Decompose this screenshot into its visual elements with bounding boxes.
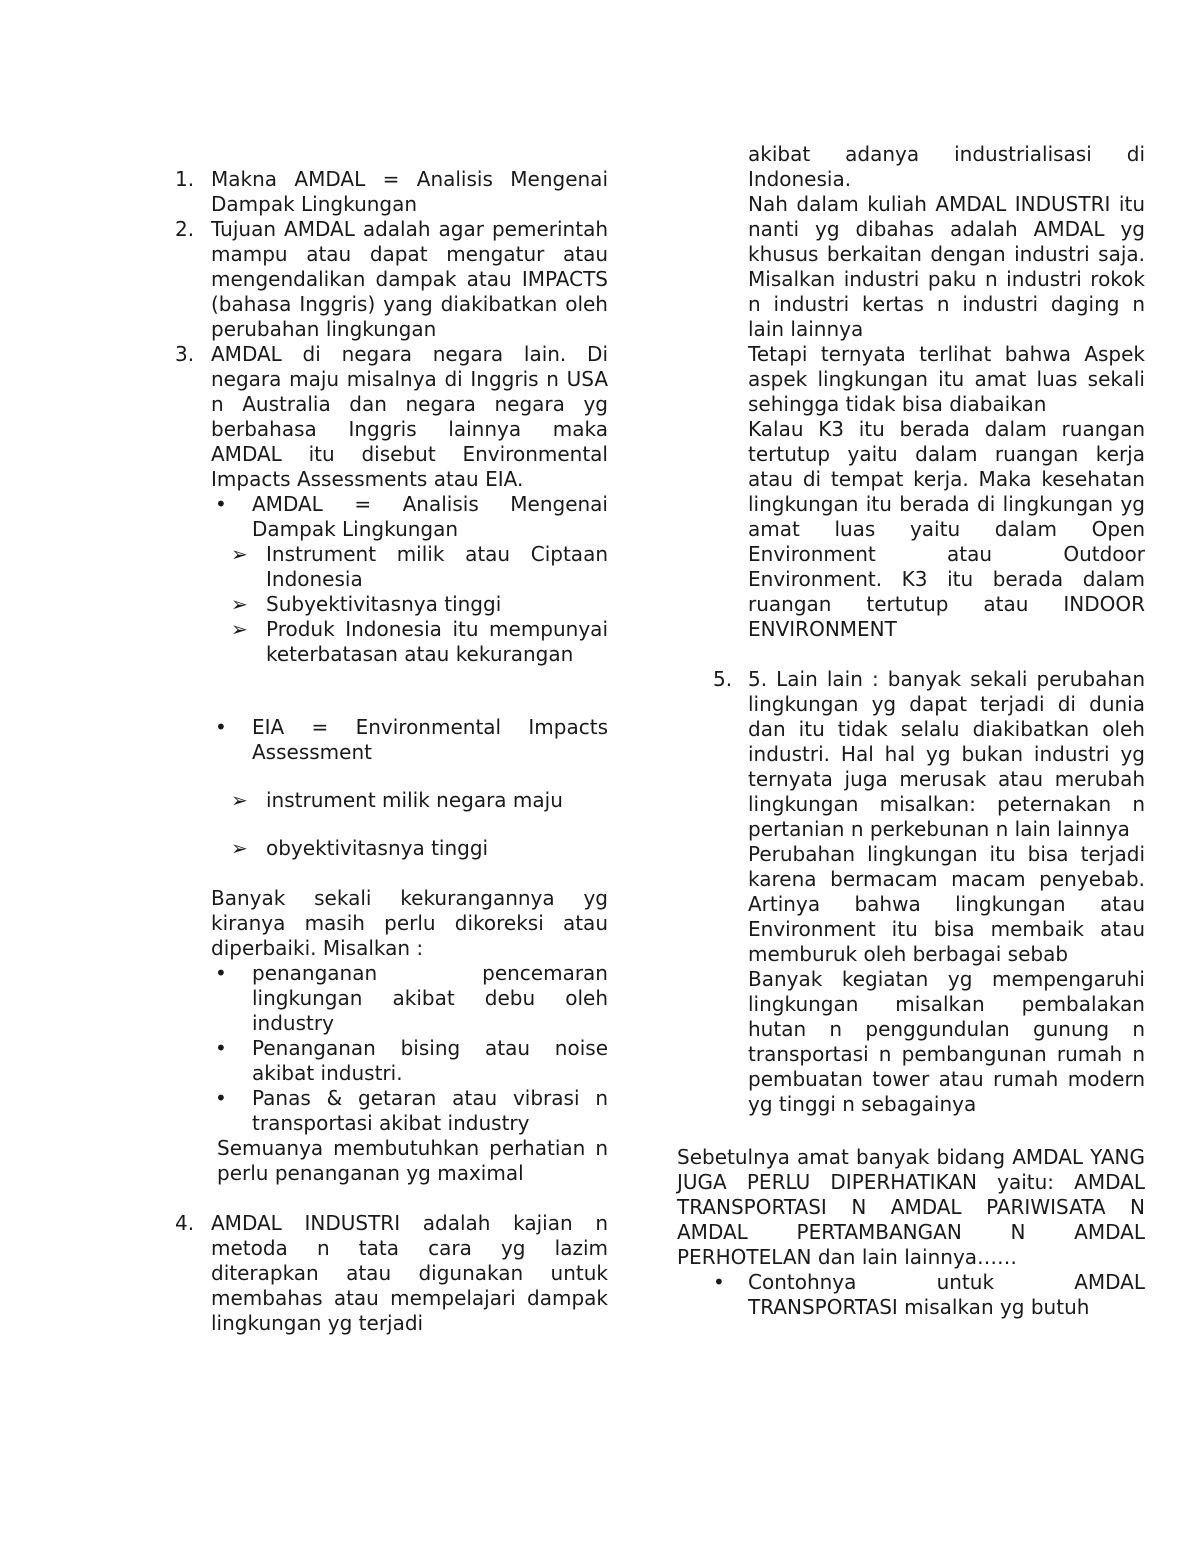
arrow-bullet-icon: ➢ (231, 617, 248, 641)
continuation-paragraph: Kalau K3 itu berada dalam ruangan tertutup yaitu dalam ruangan kerja atau di tempat kerja. Maka kesehatan lingkungan itu berada di lingkungan yg amat luas yaitu dalam Open Environment atau Outdoor Environment. K3 itu berada dalam ruangan tertutup atau INDOOR ENVIRONMENT (748, 417, 1145, 641)
list-item-text: Tujuan AMDAL adalah agar pemerintah mampu atau dapat mengatur atau mengendalikan dampak atau IMPACTS (bahasa Inggris) yang diakibatkan oleh perubahan lingkungan (211, 217, 608, 341)
spacer (175, 1186, 608, 1211)
continuation-paragraph: Tetapi ternyata terlihat bahwa Aspek aspek lingkungan itu amat luas sekali sehingga tidak bisa diabaikan (748, 342, 1145, 416)
bullet-item (175, 1036, 608, 1086)
list-item-4 (175, 1211, 608, 1336)
arrow-bullet-icon: ➢ (231, 836, 248, 860)
list-item-text: AMDAL INDUSTRI adalah kajian n metoda n tata cara yg lazim diterapkan atau digunakan untuk membahas atau mempelajari dampak lingkungan yg terjadi (211, 1211, 608, 1335)
list-item-5 (677, 667, 1145, 842)
continuation-paragraph: akibat adanya industrialisasi di Indonesia. (748, 142, 1145, 191)
bullet-item (175, 1086, 608, 1136)
arrow-item-text: instrument milik negara maju (266, 788, 563, 812)
list-number: 5. (713, 667, 733, 691)
list-item-text: Makna AMDAL = Analisis Mengenai Dampak Lingkungan (211, 167, 608, 216)
list-item-1 (175, 167, 608, 217)
bullet-amdal (175, 492, 608, 542)
bullet-item (677, 1270, 1145, 1320)
left-column (175, 167, 608, 1336)
right-column (677, 142, 1145, 1320)
bullet-icon: • (215, 1036, 227, 1060)
list-item-3 (175, 342, 608, 492)
spacer (175, 765, 608, 788)
bullet-icon: • (215, 1086, 227, 1110)
bullet-icon: • (215, 715, 227, 739)
arrow-item (175, 617, 608, 667)
sebetulnya-paragraph: Sebetulnya amat banyak bidang AMDAL YANG JUGA PERLU DIPERHATIKAN yaitu: AMDAL TRANSPORTASI N AMDAL PARIWISATA N AMDAL PERTAMBANGAN N AMDAL PERHOTELAN dan lain lainnya…… (677, 1145, 1145, 1269)
spacer (175, 861, 608, 886)
spacer (175, 813, 608, 836)
arrow-item-text: Produk Indonesia itu mempunyai keterbatasan atau kekurangan (266, 617, 608, 666)
spacer (677, 1117, 1145, 1145)
bullet-text: EIA = Environmental Impacts Assessment (252, 715, 608, 764)
list-item-text: 5. Lain lain : banyak sekali perubahan lingkungan yg dapat terjadi di dunia dan itu tidak selalu diakibatkan oleh industri. Hal hal yg bukan industri yg ternyata juga merusak atau merubah lingkungan misalkan: peternakan n pertanian n perkebunan n lain lainnya (748, 667, 1145, 841)
spacer (175, 667, 608, 715)
bullet-eia (175, 715, 608, 765)
arrow-item-text: Subyektivitasnya tinggi (266, 592, 502, 616)
arrow-bullet-icon: ➢ (231, 592, 248, 616)
bullet-icon: • (215, 961, 227, 985)
list-number: 1. (175, 167, 195, 191)
arrow-item-text: obyektivitasnya tinggi (266, 836, 489, 860)
list-item-2 (175, 217, 608, 342)
arrow-bullet-icon: ➢ (231, 788, 248, 812)
arrow-item (175, 836, 608, 861)
bullet-text: Contohnya untuk AMDAL TRANSPORTASI misalkan yg butuh (748, 1270, 1145, 1319)
arrow-item (175, 788, 608, 813)
bullet-text: AMDAL = Analisis Mengenai Dampak Lingkungan (252, 492, 608, 541)
list-number: 3. (175, 342, 195, 366)
bullet-text: Penanganan bising atau noise akibat industri. (252, 1036, 608, 1085)
bullet-text: penanganan pencemaran lingkungan akibat debu oleh industry (252, 961, 608, 1035)
arrow-item-text: Instrument milik atau Ciptaan Indonesia (266, 542, 608, 591)
semuanya-paragraph: Semuanya membutuhkan perhatian n perlu penanganan yg maximal (217, 1136, 608, 1185)
spacer (677, 642, 1145, 667)
bullet-item (175, 961, 608, 1036)
list-item-text: AMDAL di negara negara lain. Di negara maju misalnya di Inggris n USA n Australia dan negara negara yg berbahasa Inggris lainnya maka AMDAL itu disebut Environmental Impacts Assessments atau EIA. (211, 342, 608, 491)
item5-paragraph: Banyak kegiatan yg mempengaruhi lingkungan misalkan pembalakan hutan n penggundulan gunung n transportasi n pembangunan rumah n pembuatan tower atau rumah modern yg tinggi n sebagainya (748, 967, 1145, 1116)
kekurangan-paragraph: Banyak sekali kekurangannya yg kiranya masih perlu dikoreksi atau diperbaiki. Misalkan : (211, 886, 608, 960)
bullet-icon: • (215, 492, 227, 516)
arrow-bullet-icon: ➢ (231, 542, 248, 566)
continuation-paragraph: Nah dalam kuliah AMDAL INDUSTRI itu nanti yg dibahas adalah AMDAL yg khusus berkaitan dengan industri saja. Misalkan industri paku n industri rokok n industri kertas n industri daging n lain lainnya (748, 192, 1145, 341)
list-number: 4. (175, 1211, 195, 1235)
bullet-text: Panas & getaran atau vibrasi n transportasi akibat industry (252, 1086, 608, 1135)
bullet-icon: • (713, 1270, 725, 1294)
arrow-item (175, 592, 608, 617)
arrow-item (175, 542, 608, 592)
item5-paragraph: Perubahan lingkungan itu bisa terjadi karena bermacam macam penyebab. Artinya bahwa lingkungan atau Environment itu bisa membaik atau memburuk oleh berbagai sebab (748, 842, 1145, 966)
list-number: 2. (175, 217, 195, 241)
